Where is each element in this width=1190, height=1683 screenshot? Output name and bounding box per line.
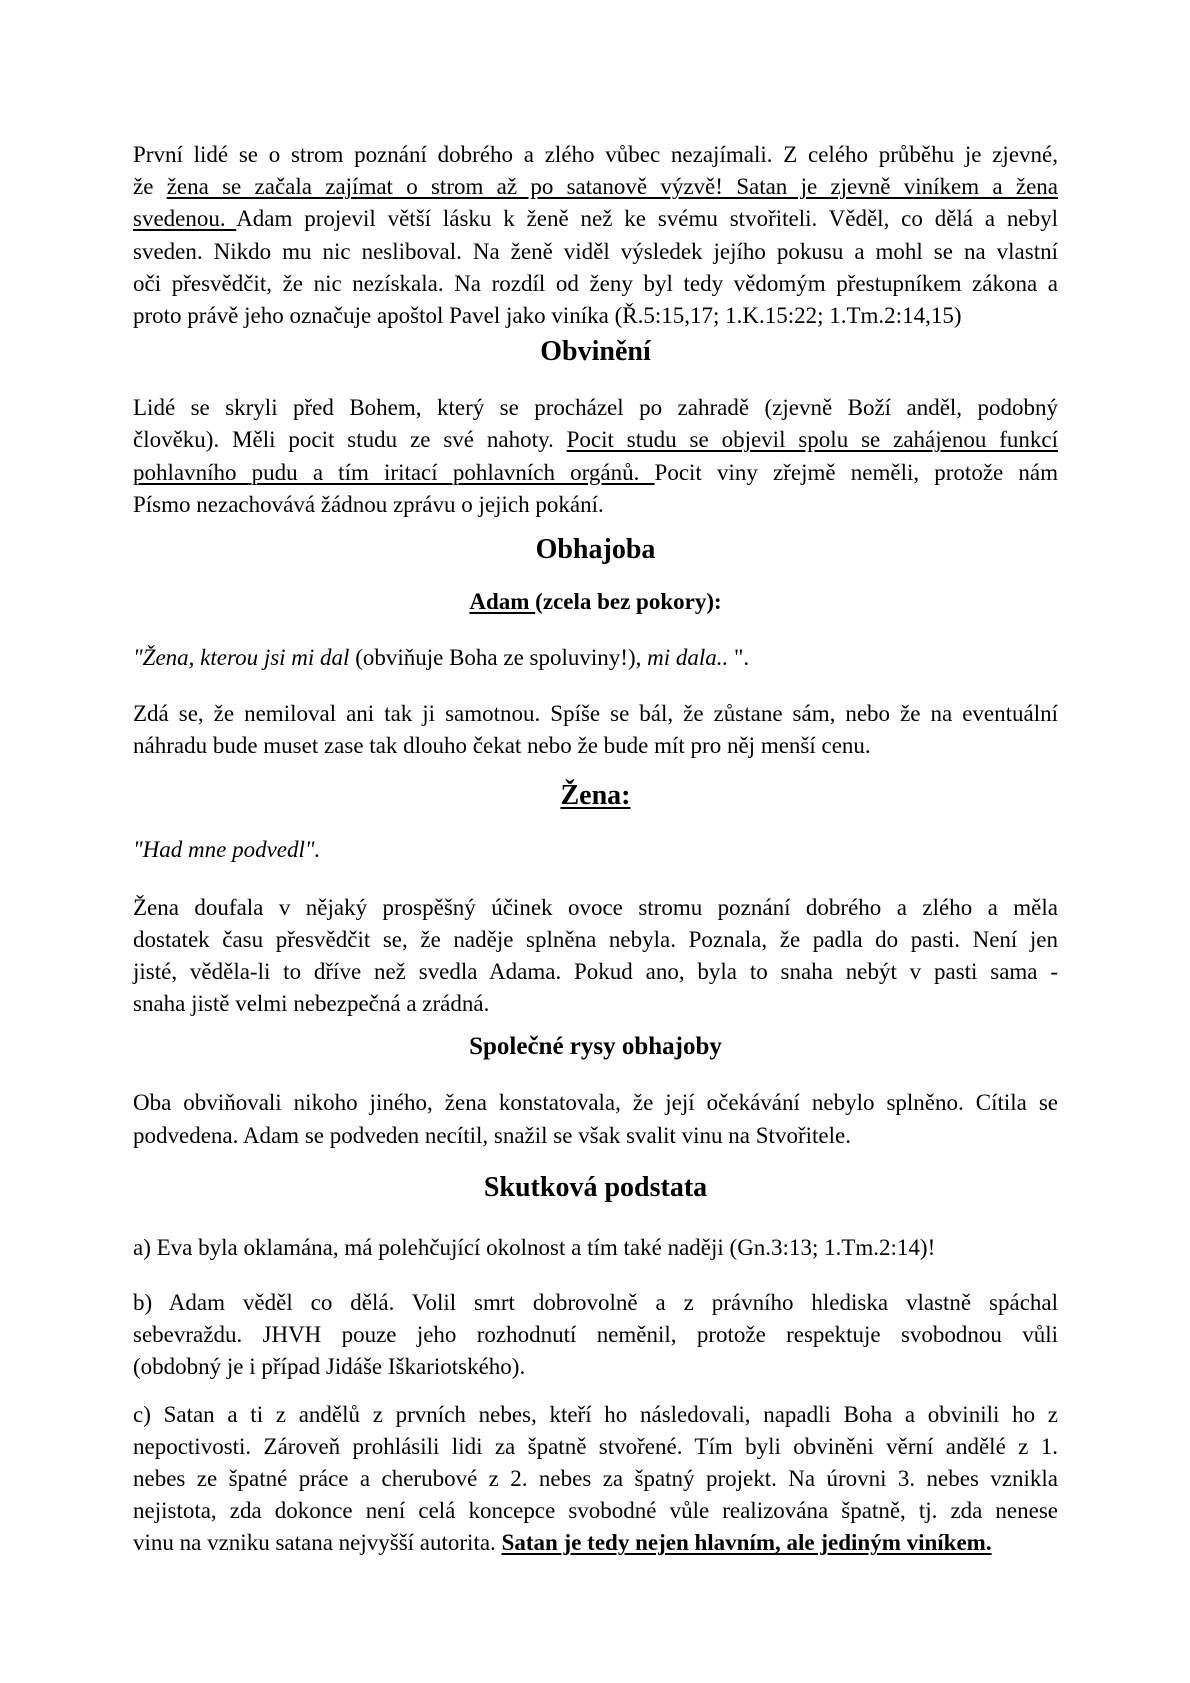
text-segment: "Žena, kterou jsi mi dal: [133, 644, 350, 670]
text-segment: člověku). Měli pocit studu ze své nahoty.: [133, 427, 567, 453]
text-segment: Společné rysy obhajoby: [469, 1033, 722, 1061]
text-line: [133, 457, 1058, 489]
text-line: [133, 236, 1058, 268]
block-p1: [133, 139, 1058, 332]
text-segment: Lidé se skryli před Bohem, který se procházel po zahradě (zjevně Boží anděl, podobný: [133, 395, 1058, 421]
text-segment: snaha jistě velmi nebezpečná a zrádná.: [133, 991, 490, 1017]
text-line: [133, 834, 1058, 866]
block-h-zena: [133, 778, 1058, 814]
text-segment: Žena doufala v nějaký prospěšný účinek ovoce stromu poznání dobrého a zlého a měla: [133, 894, 1058, 920]
text-segment: svedenou.: [133, 206, 237, 232]
text-line: [133, 139, 1058, 171]
text-segment: "Had mne podvedl".: [133, 837, 321, 863]
text-segment: oči přesvědčit, že nic nezískala. Na rozdíl od ženy byl tedy vědomým přestupníkem zákona a: [133, 270, 1058, 296]
block-q-adam: [133, 642, 1058, 674]
text-line: [133, 1463, 1058, 1495]
block-p4: [133, 892, 1058, 1021]
text-line: [133, 642, 1058, 674]
heading-line: [133, 778, 1058, 814]
text-segment: mi dala..: [647, 644, 734, 670]
text-segment: že: [133, 174, 167, 200]
text-segment: Oba obviňovali nikoho jiného, žena konstatovala, že její očekávání nebylo splněno. Cítila se: [133, 1090, 1058, 1116]
block-p5: [133, 1087, 1058, 1151]
text-line: [133, 1087, 1058, 1119]
text-line: [133, 1527, 1058, 1559]
text-segment: Satan je tedy nejen hlavním, ale jediným viníkem.: [501, 1530, 992, 1556]
block-h-skutkova: [133, 1170, 1058, 1206]
text-segment: (obviňuje Boha ze spoluviny!),: [349, 644, 648, 670]
text-segment: Skutková podstata: [483, 1171, 708, 1203]
block-h-spolecne: [133, 1030, 1058, 1064]
text-segment: a) Eva byla oklamána, má polehčující okolnost a tím také naději (Gn.3:13; 1.Tm.2:14)!: [133, 1234, 936, 1260]
block-pb: [133, 1287, 1058, 1384]
text-segment: pohlavního pudu a tím iritací pohlavních orgánů.: [133, 459, 655, 485]
text-line: [133, 489, 1058, 521]
text-segment: nejistota, zda dokonce není celá koncepce svobodné vůle realizována špatně, tj. zda nenese: [133, 1498, 1058, 1524]
text-segment: podvedena. Adam se podveden necítil, snažil se však svalit vinu na Stvořitele.: [133, 1122, 851, 1148]
text-segment: Pocit studu se objevil spolu se zahájenou funkcí: [566, 427, 1058, 453]
block-pc: [133, 1399, 1058, 1560]
text-segment: c) Satan a ti z andělů z prvních nebes, kteří ho následovali, napadli Boha a obvinili ho z: [133, 1401, 1058, 1427]
text-segment: První lidé se o strom poznání dobrého a zlého vůbec nezajímali. Z celého průběhu je zjevné,: [133, 142, 1058, 167]
text-segment: Obvinění: [540, 336, 651, 368]
heading-line: [133, 586, 1058, 618]
text-line: [133, 300, 1058, 332]
text-line: [133, 892, 1058, 924]
text-segment: jisté, věděla-li to dříve než svedla Adama. Pokud ano, byla to snaha nebýt v pasti sama -: [133, 959, 1058, 984]
text-segment: Žena:: [560, 780, 631, 812]
text-line: [133, 424, 1058, 456]
text-line: [133, 1120, 1058, 1152]
text-segment: Zdá se, že nemiloval ani tak ji samotnou. Spíše se bál, že zůstane sám, nebo že na eventuální: [133, 701, 1058, 727]
document-content: [133, 0, 1058, 1559]
heading-line: [133, 1170, 1058, 1206]
text-segment: sebevraždu. JHVH pouze jeho rozhodnutí neměnil, protože respektuje svobodnou vůli: [133, 1322, 1058, 1348]
text-line: [133, 392, 1058, 424]
text-segment: proto právě jeho označuje apoštol Pavel jako viníka (Ř.5:15,17; 1.K.15:22; 1.Tm.2:14,15): [133, 302, 962, 328]
block-pa: [133, 1232, 1058, 1264]
text-line: [133, 924, 1058, 956]
text-line: [133, 203, 1058, 235]
text-segment: vinu na vzniku satana nejvyšší autorita.: [133, 1530, 502, 1556]
text-line: [133, 698, 1058, 730]
text-line: [133, 268, 1058, 300]
text-line: [133, 1351, 1058, 1383]
text-segment: náhradu bude muset zase tak dlouho čekat nebo že bude mít pro něj menší cenu.: [133, 733, 871, 759]
heading-line: [133, 334, 1058, 370]
text-line: [133, 1495, 1058, 1527]
text-line: [133, 1287, 1058, 1319]
text-segment: Písmo nezachovává žádnou zprávu o jejich pokání.: [133, 491, 604, 517]
text-line: [133, 171, 1058, 203]
block-p3: [133, 698, 1058, 762]
text-segment: nebes ze špatné práce a cherubové z 2. nebes za špatný projekt. Na úrovni 3. nebes vznikla: [133, 1465, 1058, 1491]
text-segment: nepoctivosti. Zároveň prohlásili lidi za špatně stvořené. Tím byli obviněni věrní andělé z 1.: [133, 1433, 1058, 1459]
block-h-adam: [133, 586, 1058, 618]
text-line: [133, 1232, 1058, 1264]
block-h-obhajoba: [133, 532, 1058, 568]
heading-line: [133, 1030, 1058, 1064]
text-line: [133, 1431, 1058, 1463]
text-line: [133, 988, 1058, 1020]
text-segment: dostatek času přesvědčit se, že naděje splněna nebyla. Poznala, že padla do pasti. Není jen: [133, 926, 1058, 952]
block-q-zena: [133, 834, 1058, 866]
text-line: [133, 1399, 1058, 1431]
heading-line: [133, 532, 1058, 568]
text-line: [133, 730, 1058, 762]
text-line: [133, 1319, 1058, 1351]
text-segment: (obdobný je i případ Jidáše Iškariotského).: [133, 1354, 526, 1380]
text-segment: ".: [734, 644, 750, 670]
block-p2: [133, 392, 1058, 521]
text-line: [133, 956, 1058, 988]
block-h-obvineni: [133, 334, 1058, 370]
text-segment: (zcela bez pokory):: [535, 588, 722, 614]
text-segment: Obhajoba: [535, 533, 656, 565]
text-segment: Pocit viny zřejmě neměli, protože nám: [654, 459, 1058, 485]
text-segment: žena se začala zajímat o strom až po satanově výzvě! Satan je zjevně viníkem a žena: [166, 174, 1058, 200]
text-segment: b) Adam věděl co dělá. Volil smrt dobrovolně a z právního hlediska vlastně spáchal: [133, 1289, 1058, 1315]
text-segment: Adam: [469, 588, 536, 614]
text-segment: sveden. Nikdo mu nic nesliboval. Na ženě viděl výsledek jejího pokusu a mohl se na vlastní: [133, 238, 1058, 264]
text-segment: Adam projevil větší lásku k ženě než ke svému stvořiteli. Věděl, co dělá a nebyl: [236, 206, 1058, 232]
